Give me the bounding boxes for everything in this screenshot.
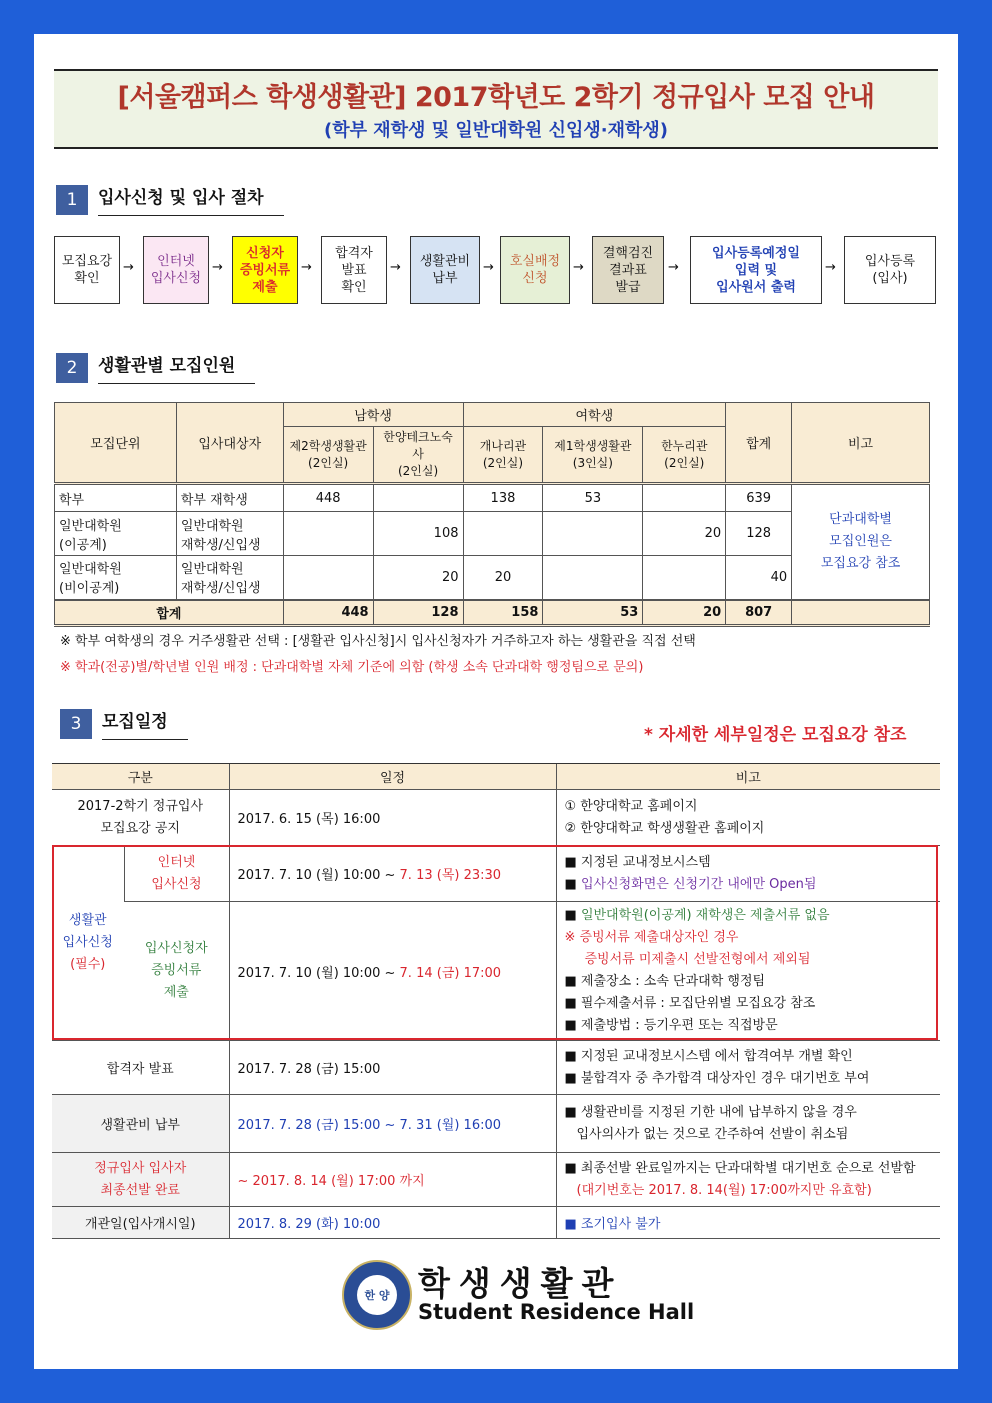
row-value: 138 (463, 484, 543, 512)
seal-text: 한 양 (357, 1275, 397, 1315)
remark-line: ※ 증빙서류 제출대상자인 경우 (564, 930, 739, 945)
row-date: 2017. 7. 28 (금) 15:00 (229, 1041, 556, 1095)
hall-header (283, 427, 373, 484)
arrow-icon: → (483, 260, 494, 275)
flow-step-3-label: 신청자 증빙서류 제출 (239, 245, 291, 295)
category-line: 인터넷 (157, 854, 196, 870)
row-category: 합격자 발표 (52, 1041, 229, 1095)
group-line: (필수) (70, 957, 106, 972)
table-row (52, 1153, 940, 1207)
section-2-number: 2 (56, 353, 88, 383)
sum-value: 128 (373, 600, 463, 626)
note-line: 단과대학별 (829, 511, 892, 527)
date-start: 2017. 7. 10 (월) 10:00 ~ (237, 965, 396, 981)
section-1-title: 입사신청 및 입사 절차 (98, 184, 284, 216)
flow-step-4 (321, 236, 387, 304)
remark-line: 입사의사가 없는 것으로 간주하여 선발이 취소됨 (576, 1126, 849, 1142)
schedule-table (52, 763, 940, 1239)
hall-name: 한누리관 (661, 438, 708, 453)
bullet-icon: ■ (564, 908, 577, 923)
header-note: 비고 (792, 403, 930, 484)
section-1-number: 1 (56, 185, 88, 215)
capacity-note (792, 484, 930, 600)
header-total: 합계 (726, 403, 792, 484)
section-2-title: 생활관별 모집인원 (98, 352, 255, 384)
flow-step-6-label: 호실배정 신청 (509, 254, 561, 286)
remark-line: ■ 제출장소 : 소속 단과대학 행정팀 (564, 974, 766, 989)
category-line: 모집요강 공지 (100, 820, 180, 836)
hall-capacity: (2인실) (482, 455, 524, 470)
table-row (52, 902, 940, 1041)
header-male: 남학생 (283, 403, 463, 427)
date-end: 7. 13 (목) 23:30 (399, 868, 502, 883)
flow-step-4-label: 합격자 발표 확인 (335, 245, 373, 295)
row-remarks (556, 1041, 940, 1095)
group-line: 생활관 (68, 913, 107, 928)
section-1-header (56, 184, 284, 216)
hall-name: 한양테크노숙사 (383, 430, 453, 461)
header-unit: 모집단위 (55, 403, 177, 484)
section-3-header (60, 708, 188, 740)
arrow-icon: → (301, 260, 312, 275)
remark-line: ■ 생활관비를 지정된 기한 내에 납부하지 않을 경우 (564, 1104, 857, 1120)
flow-step-2-label: 인터넷 입사신청 (150, 254, 202, 286)
date-start: 2017. 7. 10 (월) 10:00 ~ (237, 868, 396, 883)
flow-step-7-label: 결핵검진 결과표 발급 (602, 245, 654, 295)
row-unit (55, 556, 177, 600)
row-category (124, 902, 229, 1041)
header-female: 여학생 (463, 403, 726, 427)
remark-line: ① 한양대학교 홈페이지 (564, 798, 698, 814)
hall-header (463, 427, 543, 484)
category-line: 입사신청자 (144, 941, 208, 956)
table-row (52, 790, 940, 846)
footer-title-english: Student Residence Hall (418, 1300, 695, 1324)
row-unit-line: 일반대학원 (59, 518, 122, 534)
table-row (52, 1041, 940, 1095)
row-target-line: 재학생/신입생 (180, 581, 261, 597)
header-remarks: 비고 (556, 764, 940, 790)
arrow-icon: → (123, 260, 134, 275)
row-value: 448 (283, 484, 373, 512)
page-subtitle: (학부 재학생 및 일반대학원 신입생·재학생) (324, 120, 668, 141)
remark-text: 입사신청화면은 신청기간 내에만 Open됨 (580, 876, 817, 892)
category-line: 2017-2학기 정규입사 (77, 798, 204, 814)
capacity-table (54, 402, 930, 627)
arrow-icon: → (573, 260, 584, 275)
row-category (52, 1153, 229, 1207)
procedure-flow (54, 236, 938, 306)
remark-line: ■ 불합격자 중 추가합격 대상자인 경우 대기번호 부여 (564, 1070, 870, 1086)
row-date: ~ 2017. 8. 14 (월) 17:00 까지 (229, 1153, 556, 1207)
section-3-number: 3 (60, 709, 92, 739)
row-value (543, 512, 643, 556)
sum-value: 53 (543, 600, 643, 626)
section-3-title: 모집일정 (102, 708, 188, 740)
group-label (52, 846, 124, 1041)
hall-header (543, 427, 643, 484)
remark-line: ■ 최종선발 완료일까지는 단과대학별 대기번호 순으로 선발함 (564, 1160, 916, 1176)
category-line: 제출 (163, 985, 189, 1000)
row-value (643, 556, 726, 600)
remark-line: (대기번호는 2017. 8. 14(월) 17:00까지만 유효함) (576, 1182, 872, 1198)
remark-line (565, 905, 933, 927)
university-seal-icon (342, 1260, 412, 1330)
category-line: 증빙서류 (151, 963, 202, 978)
remark-line: ■ 지정된 교내정보시스템 에서 합격여부 개별 확인 (564, 1048, 853, 1064)
title-banner (54, 69, 938, 149)
flow-step-3 (232, 236, 298, 304)
row-remarks: ■ 조기입사 불가 (556, 1207, 940, 1239)
row-total: 40 (726, 556, 792, 600)
row-date: 2017. 8. 29 (화) 10:00 (229, 1207, 556, 1239)
document-page (34, 34, 958, 1369)
table-header-row (52, 764, 940, 790)
table-row (52, 1207, 940, 1239)
row-remarks (556, 846, 940, 902)
header-category: 구분 (52, 764, 229, 790)
flow-step-1-label: 모집요강 확인 (61, 254, 113, 286)
row-value: 20 (373, 556, 463, 600)
row-remarks (556, 790, 940, 846)
sum-value: 158 (463, 600, 543, 626)
note-line: 모집요강 참조 (820, 555, 901, 571)
page-title: [서울캠퍼스 학생생활관] 2017학년도 2학기 정규입사 모집 안내 (117, 82, 875, 113)
row-unit-line: 일반대학원 (59, 562, 122, 578)
remark-line: ■ 지정된 교내정보시스템 (564, 854, 711, 870)
category-line: 정규입사 입사자 (94, 1160, 187, 1176)
hall-name: 제2학생생활관 (289, 438, 367, 453)
row-remarks (556, 1095, 940, 1153)
flow-step-8-label: 입사등록예정일 입력 및 입사원서 출력 (712, 245, 800, 295)
footer-title-korean: 학생생활관 (418, 1264, 623, 1303)
row-target-line: 재학생/신입생 (180, 537, 261, 553)
sum-total: 807 (726, 600, 792, 626)
remark-text: 일반대학원(이공계) 재학생은 제출서류 없음 (580, 908, 830, 923)
row-unit-line: (비이공계) (59, 581, 120, 597)
hall-capacity: (3인실) (572, 455, 613, 470)
note-female-students: ※ 학부 여학생의 경우 거주생활관 선택 : [생활관 입사신청]시 입사신청자가 거주하고자 하는 생활관을 직접 선택 (60, 634, 696, 649)
row-total: 128 (726, 512, 792, 556)
row-remarks (556, 902, 940, 1041)
remark-line: 증빙서류 미제출시 선발전형에서 제외됨 (584, 952, 811, 967)
hall-capacity: (2인실) (664, 455, 705, 470)
row-category (124, 846, 229, 902)
row-value: 108 (373, 512, 463, 556)
row-remarks (556, 1153, 940, 1207)
hall-header (373, 427, 463, 484)
row-value (463, 512, 543, 556)
row-target (176, 512, 283, 556)
flow-step-7 (592, 236, 664, 304)
row-target: 학부 재학생 (176, 484, 283, 512)
sum-value: 20 (643, 600, 726, 626)
row-unit: 학부 (55, 484, 177, 512)
sum-note (792, 600, 930, 626)
flow-step-9-label: 입사등록 (입사) (864, 254, 916, 286)
arrow-icon: → (825, 260, 836, 275)
note-allocation: ※ 학과(전공)별/학년별 인원 배정 : 단과대학별 자체 기준에 의함 (학생 소속 단과대학 행정팀으로 문의) (60, 660, 644, 675)
table-row (52, 1095, 940, 1153)
row-date: 2017. 7. 28 (금) 15:00 ~ 7. 31 (월) 16:00 (229, 1095, 556, 1153)
flow-step-5-label: 생활관비 납부 (419, 254, 471, 286)
row-total: 639 (726, 484, 792, 512)
sum-row (55, 600, 930, 626)
date-end: 7. 14 (금) 17:00 (399, 965, 502, 981)
row-value: 20 (643, 512, 726, 556)
arrow-icon: → (212, 260, 223, 275)
row-target (176, 556, 283, 600)
row-value (643, 484, 726, 512)
sum-value: 448 (283, 600, 373, 626)
row-value (283, 556, 373, 600)
row-value: 20 (463, 556, 543, 600)
hall-name: 제1학생생활관 (554, 438, 632, 453)
sum-label: 합계 (55, 600, 284, 626)
row-date (229, 846, 556, 902)
flow-step-6 (500, 236, 570, 304)
hall-name: 개나리관 (479, 438, 527, 453)
arrow-icon: → (668, 260, 679, 275)
flow-step-9 (844, 236, 936, 304)
row-category (52, 790, 229, 846)
hall-capacity: (2인실) (397, 464, 439, 478)
detail-schedule-note: * 자세한 세부일정은 모집요강 참조 (644, 725, 907, 745)
row-value (283, 512, 373, 556)
row-value (373, 484, 463, 512)
flow-step-2 (143, 236, 209, 304)
bullet-icon: ■ (564, 876, 577, 892)
header-target: 입사대상자 (176, 403, 283, 484)
row-unit-line: (이공계) (59, 537, 107, 553)
row-target-line: 일반대학원 (180, 562, 244, 578)
flow-step-5 (410, 236, 480, 304)
arrow-icon: → (390, 260, 401, 275)
remark-line: ② 한양대학교 학생생활관 홈페이지 (564, 820, 765, 836)
category-line: 최종선발 완료 (100, 1182, 180, 1198)
hall-capacity: (2인실) (308, 455, 349, 470)
section-2-header (56, 352, 255, 384)
table-row (55, 484, 930, 512)
flow-step-8 (690, 236, 822, 304)
hall-header (643, 427, 726, 484)
row-unit (55, 512, 177, 556)
row-category: 개관일(입사개시일) (52, 1207, 229, 1239)
row-value (543, 556, 643, 600)
row-category: 생활관비 납부 (52, 1095, 229, 1153)
row-value: 53 (543, 484, 643, 512)
flow-step-1 (54, 236, 120, 304)
remark-line: ■ 제출방법 : 등기우편 또는 직접방문 (564, 1018, 778, 1033)
category-line: 입사신청 (151, 876, 202, 892)
note-line: 모집인원은 (829, 533, 892, 549)
table-row (52, 846, 940, 902)
group-line: 입사신청 (62, 935, 113, 950)
remark-line: ■ 필수제출서류 : 모집단위별 모집요강 참조 (564, 996, 816, 1011)
row-target-line: 일반대학원 (180, 518, 244, 534)
row-date (229, 902, 556, 1041)
row-date: 2017. 6. 15 (목) 16:00 (229, 790, 556, 846)
remark-line (565, 874, 933, 896)
header-schedule: 일정 (229, 764, 556, 790)
